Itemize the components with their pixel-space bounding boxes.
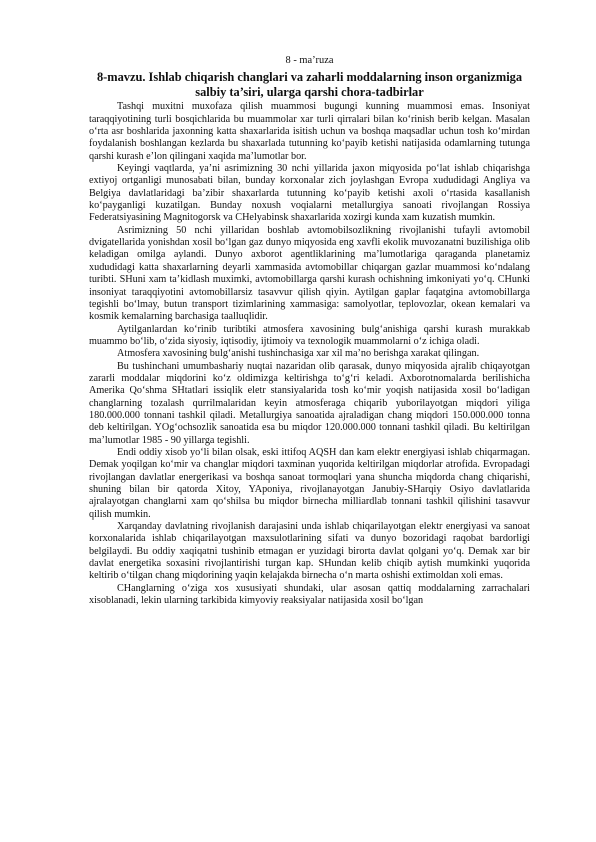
paragraph-8: Xarqanday davlatning rivojlanish darajasini unda ishlab chiqarilayotgan elektr energiyasi va sanoat korxonalarida ishlab chiqarilayotgan maxsulotlarining sifati va dunyo bozoridagi raqobat bardorligi belgilaydi. Bu oddiy xaqiqatni tushinib etmagan er yuzidagi birorta davlat qolgani yo‘q. Demak xar bir davlat energetika soxasini rivojlantirishi turgan kap. SHundan kelib chiqib aytish mumkinki yuqorida keltirib o‘tilgan chang miqdorining yaqin kelajakda birnecha o‘n marta oshishi extimoldan xoli emas. [89,521,530,582]
paragraph-6: Bu tushinchani umumbashariy nuqtai nazaridan olib qarasak, dunyo miqyosida ajralib chiqayotgan zararli moddalar miqdorini ko‘z oldimizga keltirishga to‘g‘ri keladi. Axborotnomalarda berilishicha Amerika Qo‘shma SHtatlari issiqlik eletr stansiyalarida tosh ko‘mir yoqish natijasida xosil bo‘ladigan changlarning tozalash qurrilmalaridan keyin atmosferaga chiqarib yuborilayotgan miqdori yiliga 180.000.000 tonnani tashkil qiladi. Metallurgiya sanoatida ajraladigan chang miqdori 150.000.000 tonna deb keltirilgan. YOg‘ochsozlik sanoatida esa bu miqdor 120.000.000 tonnani tashkil qiladi. Bu keltirilgan ma’lumotlar 1985 - 90 yillarga tegishli. [89,360,530,446]
document-page [89,55,530,607]
paragraph-3: Asrimizning 50 nchi yillaridan boshlab avtomobilsozlikning rivojlanishi tufayli avtomobil dvigatellarida yonishdan xosil bo‘lgan gaz dunyo miqyosida eng xavfli ekolik muvozanatni buzilishiga olib keladigan omilga aylandi. Dunyo axborot agentliklarining ma’lumotlariga qaraganda planetamiz xududidagi katta shaxarlarning deyarli xammasida avtomobillar chiqargan gazlar muammosi ko‘ndalang turibti. SHuni xam ta’kidlash muximki, avtomobillarga qarshi kurash ochishning imkoniyati yo‘q. CHunki insoniyat taraqqiyotini avtomobillarsiz tasavvur qilish qiyin. Aytilgan gaplar faqatgina avtomobillarga tegishli bo‘lmay, butun transport tizimlarining xammasiga: samolyotlar, teplovozlar, okean kemalari va kosmik kemalarning barchasiga taalluqlidir. [89,224,530,323]
paragraph-2: Keyingi vaqtlarda, ya’ni asrimizning 30 nchi yillarida jaxon miqyosida po‘lat ishlab chiqarishga extiyoj ortganligi munosabati bilan, bunday korxonalar zich joylashgan Evropa xududidagi Angliya va Belgiya davlatlaridagi ba’zibir shaxarlarda tutunning ko‘payib ketishi axoli o‘rtasida kasallanish ko‘payganligi kuzatilgan. Bunday noxush voqialarni metallurgiya sanoati rivojlangan Rossiya Federatsiyasining Magnitogorsk va CHelyabinsk shaxarlarida xozirgi kunda xam kuzatish mumkin. [89,163,530,224]
paragraph-7: Endi oddiy xisob yo‘li bilan olsak, eski ittifoq AQSH dan kam elektr energiyasi ishlab chiqarmagan. Demak yoqilgan ko‘mir va changlar miqdori taxminan yuqorida keltirilgan miqdorlar atrofida. Evropadagi rivojlangan davlatlar energerikasi va boshqa sanoat tormoqlari yana shuncha miqdorda chang chiqarishi, shuning bilan bir qatorda Xitoy, YAponiya, rivojlanayotgan Janubiy-SHarqiy Osiyo davlatlarida ajralayotgan changlarni xam qo‘shilsa bu miqdor birnecha milliardlab tonnani tashkil qilishini tasavvur qilish mumkin. [89,446,530,520]
lecture-number: 8 - ma’ruza [285,55,334,66]
paragraph-4: Aytilganlardan ko‘rinib turibtiki atmosfera xavosining bulg‘anishiga qarshi kurash murakkab muammo bo‘lib, o‘zida siyosiy, iqtisodiy, ijtimoiy va texnologik muammolarni o‘z ichiga oladi. [89,323,530,347]
paragraph-1: Tashqi muxitni muxofaza qilish muammosi bugungi kunning muammosi emas. Insoniyat taraqqiyotining turli bosqichlarida bu muammolar xar turli qirralari bilan ko‘rinish berib kelgan. Masalan o‘rta asr boshlarida jaxonning katta shaxarlarida isitish uchun va boshqa maqsadlar uchun tosh ko‘mirdan foydalanish boshlangan kezlarda bu shaxarlada tutunning ko‘payib ketishi natijasida odamlarning tutunga qarshi kurash e’lon qilingani xaqida ma’lumotlar bor. [89,101,530,162]
page-title: 8-mavzu. Ishlab chiqarish changlari va zaharli moddalarning inson organizmiga salbiy ta’siri, ularga qarshi chora-tadbirlar [96,70,523,100]
paragraph-5: Atmosfera xavosining bulg‘anishi tushinchasiga xar xil ma’no berishga xarakat qilingan. [117,348,480,360]
paragraph-9: CHanglarning o‘ziga xos xususiyati shundaki, ular asosan qattiq moddalarning zarrachalari xisoblanadi, lekin ularning tarkibida kimyoviy reaksiyalar natijasida xosil bo‘lgan [89,582,530,607]
